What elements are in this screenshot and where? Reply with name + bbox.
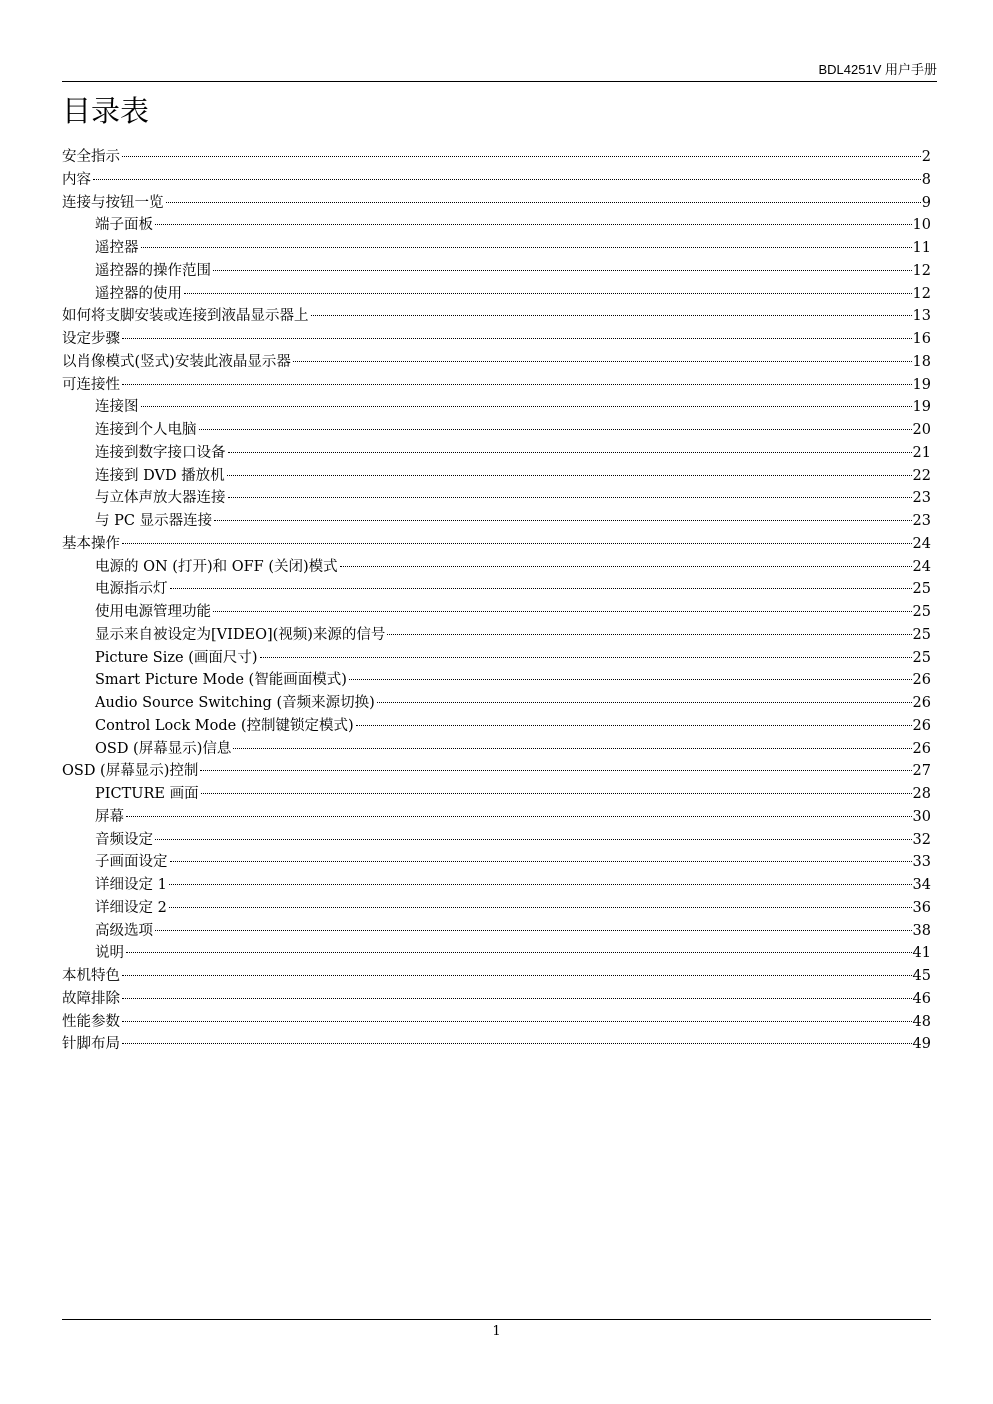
toc-entry-title: 遥控器的操作范围 [95,262,211,279]
toc-entry[interactable] [62,1011,931,1034]
toc-leader-dots [170,588,912,589]
toc-entry[interactable] [62,1033,931,1056]
toc-leader-dots [293,361,912,362]
toc-entry-page: 26 [912,740,931,757]
toc-entry-title: OSD (屏幕显示)控制 [62,763,199,780]
toc-leader-dots [155,839,912,840]
toc-leader-dots [201,793,912,794]
toc-leader-dots [228,497,912,498]
toc-entry-page: 12 [912,262,931,279]
toc-entry[interactable] [62,806,931,829]
toc-entry-page: 24 [912,558,931,575]
toc-leader-dots [170,861,912,862]
toc-entry[interactable] [62,146,931,169]
toc-entry-title: 屏幕 [95,808,124,825]
toc-entry[interactable] [62,647,931,670]
toc-entry-title: 电源指示灯 [95,581,168,598]
toc-entry-page: 9 [921,194,931,211]
toc-entry[interactable] [62,829,931,852]
toc-entry-page: 12 [912,285,931,302]
toc-leader-dots [213,611,912,612]
toc-entry-page: 11 [912,240,931,256]
toc-entry-page: 25 [912,581,931,598]
page-title: 目录表 [62,94,150,128]
toc-leader-dots [214,520,911,521]
toc-entry-title: 与 PC 显示器连接 [95,513,213,529]
toc-entry-page: 13 [912,308,931,325]
toc-entry-title: PICTURE 画面 [95,786,199,802]
toc-entry-title: 详细设定 1 [95,877,167,893]
toc-entry-page: 20 [912,422,931,438]
toc-entry[interactable] [62,192,931,215]
toc-entry-page: 8 [921,171,931,188]
toc-entry-title: 音频设定 [95,831,153,848]
toc-entry-page: 19 [912,376,931,393]
toc-leader-dots [166,202,921,203]
toc-leader-dots [122,975,912,976]
toc-entry[interactable] [62,578,931,601]
toc-entry-title: Audio Source Switching (音频来源切换) [95,695,375,711]
table-of-contents [62,146,931,1056]
toc-entry-title: 电源的 ON (打开)和 OFF (关闭)模式 [95,558,338,575]
toc-entry-page: 49 [912,1036,931,1053]
toc-entry-page: 27 [912,763,931,780]
toc-entry-page: 48 [912,1013,931,1030]
toc-entry-page: 46 [912,990,931,1007]
toc-entry-page: 33 [912,854,931,871]
toc-entry-page: 10 [912,217,931,234]
toc-leader-dots [155,224,912,225]
toc-entry-title: 连接与按钮一览 [62,194,164,211]
toc-leader-dots [141,247,912,248]
toc-entry[interactable] [62,556,931,579]
toc-entry[interactable] [62,783,931,806]
toc-entry[interactable] [62,283,931,306]
toc-leader-dots [260,657,912,658]
toc-entry[interactable] [62,328,931,351]
toc-entry[interactable] [62,396,931,419]
toc-entry[interactable] [62,897,931,920]
toc-entry[interactable] [62,988,931,1011]
toc-leader-dots [169,884,912,885]
toc-entry-page: 22 [912,467,931,484]
header-rule [62,81,937,82]
toc-entry[interactable] [62,237,931,260]
toc-leader-dots [169,907,912,908]
toc-leader-dots [122,998,912,999]
toc-entry[interactable] [62,510,931,533]
toc-entry[interactable] [62,419,931,442]
page-number: 1 [492,1324,501,1339]
toc-leader-dots [311,315,912,316]
toc-entry[interactable] [62,965,931,988]
toc-entry-page: 32 [912,831,931,848]
toc-leader-dots [184,293,912,294]
toc-entry-title: 高级选项 [95,922,153,939]
toc-entry-title: 使用电源管理功能 [95,604,211,620]
toc-entry[interactable] [62,738,931,761]
toc-leader-dots [122,1021,912,1022]
toc-leader-dots [199,429,912,430]
toc-leader-dots [340,566,912,567]
toc-entry[interactable] [62,305,931,328]
toc-leader-dots [213,270,912,271]
toc-entry-page: 18 [912,353,931,370]
toc-entry-title: 安全指示 [62,149,120,165]
toc-entry-page: 16 [912,331,931,347]
toc-entry[interactable] [62,487,931,510]
toc-entry[interactable] [62,374,931,397]
toc-entry[interactable] [62,260,931,283]
toc-entry-title: 基本操作 [62,535,120,552]
toc-entry-page: 41 [912,945,931,962]
toc-entry-title: 遥控器的使用 [95,285,182,302]
toc-leader-dots [122,543,912,544]
toc-entry-title: 与立体声放大器连接 [95,490,226,507]
toc-entry[interactable] [62,669,931,692]
toc-entry-title: 子画面设定 [95,854,168,871]
toc-entry[interactable] [62,465,931,488]
toc-leader-dots [141,406,912,407]
toc-entry-title: 显示来自被设定为[VIDEO](视频)来源的信号 [95,626,386,643]
toc-entry-title: 连接图 [95,399,139,416]
toc-leader-dots [93,179,921,180]
toc-entry-title: 如何将支脚安装或连接到液晶显示器上 [62,308,309,325]
toc-entry-title: 遥控器 [95,240,139,256]
toc-leader-dots [233,748,911,749]
toc-entry[interactable] [62,851,931,874]
toc-entry[interactable] [62,760,931,783]
toc-leader-dots [126,952,912,953]
toc-entry-title: 详细设定 2 [95,899,167,916]
toc-entry-page: 26 [912,695,931,711]
toc-entry-page: 24 [912,535,931,552]
toc-entry-page: 23 [912,490,931,507]
toc-leader-dots [349,679,912,680]
toc-entry[interactable] [62,942,931,965]
toc-entry-page: 21 [912,444,931,461]
toc-entry[interactable] [62,692,931,715]
toc-entry-page: 30 [912,808,931,825]
toc-entry-page: 34 [912,877,931,893]
toc-leader-dots [387,634,911,635]
toc-leader-dots [377,702,912,703]
toc-entry[interactable] [62,715,931,738]
toc-leader-dots [227,475,912,476]
toc-entry-title: Smart Picture Mode (智能画面模式) [95,672,347,689]
toc-entry-page: 23 [912,513,931,529]
toc-entry-page: 45 [912,968,931,984]
toc-entry[interactable] [62,169,931,192]
toc-entry-page: 25 [912,604,931,620]
toc-entry-page: 2 [921,149,931,165]
toc-entry-page: 26 [912,672,931,689]
toc-entry[interactable] [62,351,931,374]
toc-leader-dots [356,725,912,726]
toc-entry-title: 端子面板 [95,217,153,234]
toc-leader-dots [122,1043,912,1044]
toc-entry-page: 36 [912,899,931,916]
toc-entry-title: 针脚布局 [62,1036,120,1053]
toc-entry-title: 故障排除 [62,990,120,1007]
toc-leader-dots [228,452,912,453]
toc-entry-title: 本机特色 [62,968,120,984]
toc-leader-dots [122,384,912,385]
toc-entry-title: 连接到个人电脑 [95,422,197,438]
toc-entry-title: 内容 [62,171,91,188]
toc-leader-dots [122,156,921,157]
toc-entry-page: 25 [912,649,931,666]
toc-entry-page: 25 [912,626,931,643]
toc-entry[interactable] [62,874,931,897]
toc-entry-page: 19 [912,399,931,416]
toc-entry-title: OSD (屏幕显示)信息 [95,740,232,757]
toc-leader-dots [122,338,912,339]
toc-entry[interactable] [62,442,931,465]
toc-entry-title: Control Lock Mode (控制键锁定模式) [95,717,354,734]
toc-entry-title: 性能参数 [62,1013,120,1030]
toc-entry-title: 以肖像模式(竖式)安装此液晶显示器 [62,353,291,370]
toc-entry-page: 28 [912,786,931,802]
toc-entry[interactable] [62,533,931,556]
toc-leader-dots [155,930,912,931]
toc-entry-title: 可连接性 [62,376,120,393]
toc-leader-dots [200,770,911,771]
page-header: BDL4251V 用户手册 [818,62,937,77]
toc-entry[interactable] [62,214,931,237]
toc-entry-title: 设定步骤 [62,331,120,347]
toc-leader-dots [126,816,912,817]
toc-entry-page: 38 [912,922,931,939]
toc-entry[interactable] [62,601,931,624]
toc-entry-title: Picture Size (画面尺寸) [95,649,258,666]
toc-entry-title: 说明 [95,945,124,962]
toc-entry[interactable] [62,624,931,647]
toc-entry-title: 连接到数字接口设备 [95,444,226,461]
footer-rule [62,1319,931,1320]
toc-entry-title: 连接到 DVD 播放机 [95,467,225,484]
toc-entry[interactable] [62,920,931,943]
toc-entry-page: 26 [912,717,931,734]
